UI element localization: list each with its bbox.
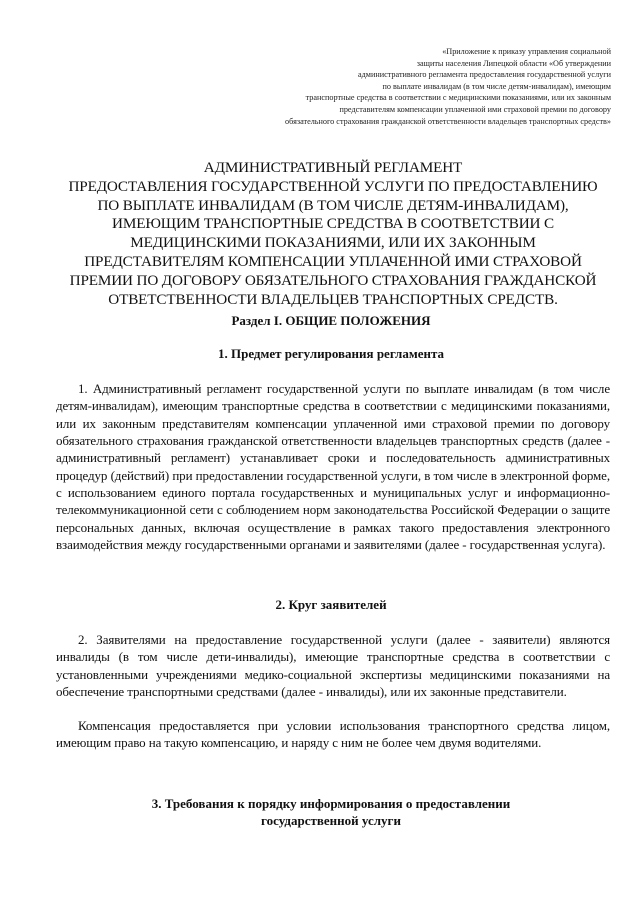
subsection-heading-applicants: 2. Круг заявителей — [275, 597, 387, 612]
title-line: ПРЕДОСТАВЛЕНИЯ ГОСУДАРСТВЕННОЙ УСЛУГИ ПО ПРЕДОСТАВЛЕНИЮ — [68, 177, 598, 195]
subsection-heading-subject: 1. Предмет регулирования регламента — [217, 346, 445, 361]
paragraph-applicants: 2. Заявителями на предоставление государственной услуги (далее - заявители) являются инвалиды (в том числе дети-инвалиды), имеющие транспортные средства в соответствии с установленными учреждениями медико-социальной экспертизы медицинскими показаниями на обеспечение транспортными средствами (далее - инвалиды), или их законные представители. — [56, 632, 610, 700]
document-title — [48, 159, 618, 309]
heading-line: 3. Требования к порядку информирования о предоставлении — [151, 796, 511, 811]
appendix-note-line: административного регламента предоставления государственной услуги — [357, 70, 611, 80]
order-appendix-note — [221, 46, 611, 127]
appendix-note-line: транспортные средства в соответствии с медицинскими показаниями, или их законным — [305, 93, 611, 103]
appendix-note-line: «Приложение к приказу управления социальной — [442, 47, 611, 56]
appendix-note-line: по выплате инвалидам (в том числе детям-инвалидам), имеющим — [382, 81, 611, 91]
appendix-note-line: представителям компенсации уплаченной ими страховой премии по договору — [339, 104, 611, 114]
appendix-note-line: защиты населения Липецкой области «Об утверждении — [416, 58, 611, 68]
section-heading: Раздел I. ОБЩИЕ ПОЛОЖЕНИЯ — [231, 313, 431, 328]
appendix-note-line: обязательного страхования гражданской ответственности владельцев транспортных средств» — [285, 116, 611, 126]
title-line: ОТВЕТСТВЕННОСТИ ВЛАДЕЛЬЦЕВ ТРАНСПОРТНЫХ СРЕДСТВ. — [108, 290, 558, 308]
title-line: ПРЕМИИ ПО ДОГОВОРУ ОБЯЗАТЕЛЬНОГО СТРАХОВАНИЯ ГРАЖДАНСКОЙ — [69, 271, 597, 289]
title-line: ПРЕДСТАВИТЕЛЯМ КОМПЕНСАЦИИ УПЛАЧЕННОЙ ИМИ СТРАХОВОЙ — [84, 252, 582, 270]
paragraph-subject: 1. Административный регламент государственной услуги по выплате инвалидам (в том числе детям-инвалидам), имеющим транспортные средства в соответствии с медицинскими показаниями, или их законным представителям компенсации уплаченной ими страховой премии по договору обязательного страхования гражданской ответственности владельцев транспортных средств (далее - административный регламент) устанавливает сроки и последовательность административных процедур (действий) при предоставлении государственной услуги, в том числе в электронной форме, с использованием единого портала государственных и муниципальных услуг и информационно-телекоммуникационной сети с соблюдением норм законодательства Российской Федерации о защите персональных данных, включая осуществление в рамках такого предоставления электронного взаимодействия между государственными органами и заявителями (далее - государственная услуга). — [56, 381, 610, 553]
title-line: АДМИНИСТРАТИВНЫЙ РЕГЛАМЕНТ — [203, 159, 463, 176]
heading-line: государственной услуги — [261, 813, 401, 828]
paragraph-compensation: Компенсация предоставляется при условии использования транспортного средства лицом, имеющим право на такую компенсацию, и наряду с ним не более чем двумя водителями. — [56, 718, 610, 751]
title-line: ПО ВЫПЛАТЕ ИНВАЛИДАМ (В ТОМ ЧИСЛЕ ДЕТЯМ-ИНВАЛИДАМ), — [97, 196, 569, 214]
title-line: МЕДИЦИНСКИМИ ПОКАЗАНИЯМИ, ИЛИ ИХ ЗАКОННЫМ — [130, 234, 536, 252]
title-line: ИМЕЮЩИМ ТРАНСПОРТНЫЕ СРЕДСТВА В СООТВЕТСТВИИ С — [112, 215, 554, 233]
subsection-heading-informing — [48, 795, 614, 829]
